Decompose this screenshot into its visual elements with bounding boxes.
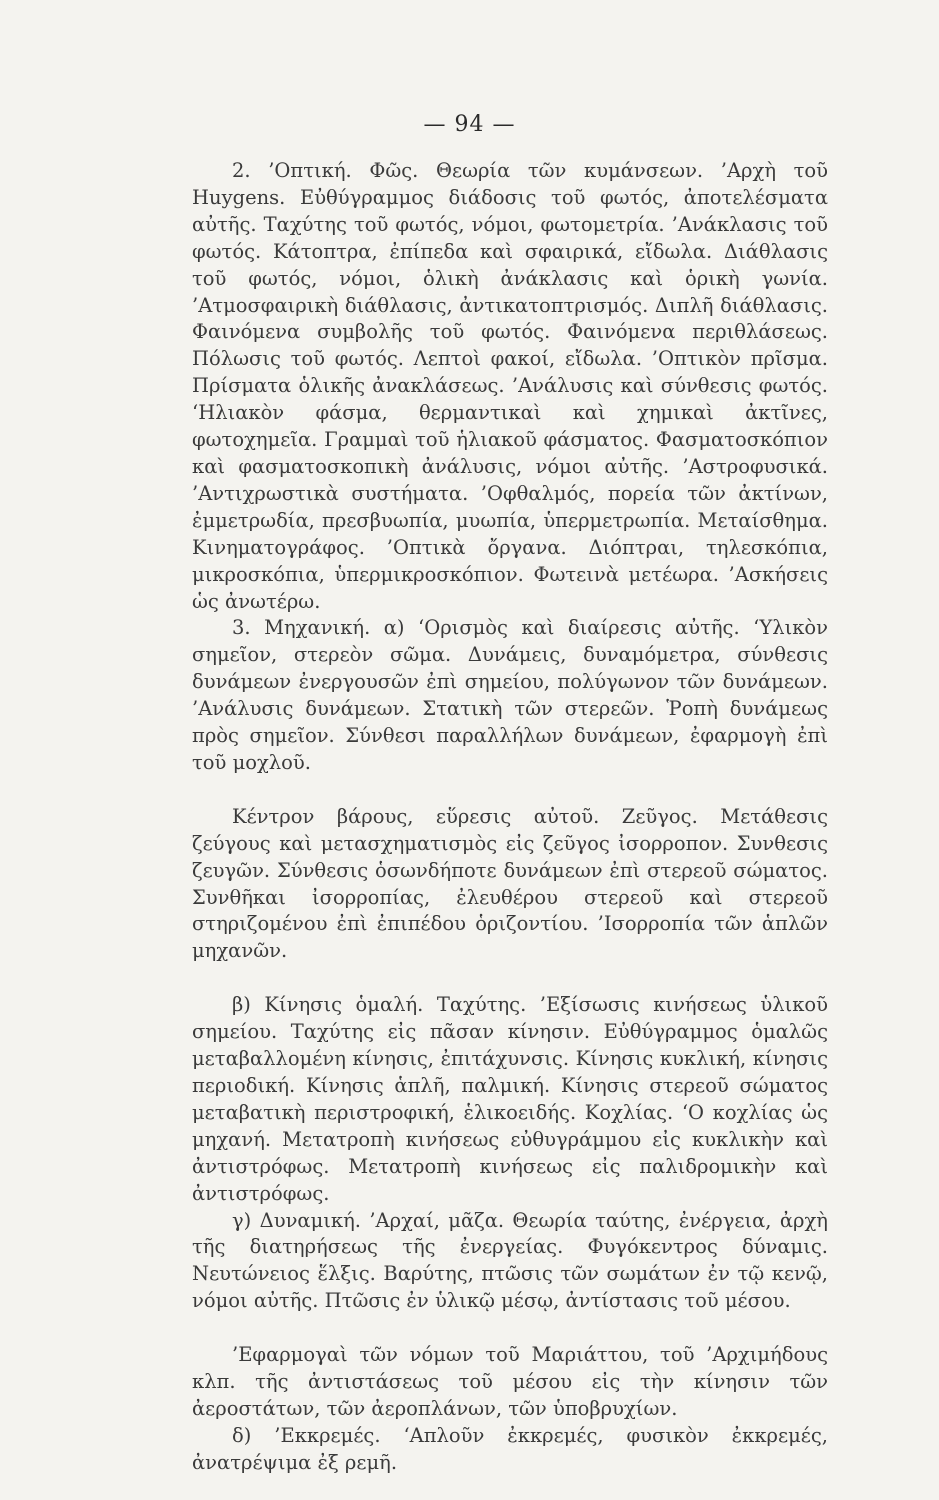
paragraph-dynamics: γ) Δυναμική. ’Αρχαί, μᾶζα. Θεωρία ταύτης, ἐνέργεια, ἀρχὴ τῆς διατηρήσεως τῆς ἐνεργείας. Φυγόκεντρος δύναμις. Νευτώνειος ἕλξις. Βαρύτης, πτῶσις τῶν σωμάτων ἐν τῷ κενῷ, νόμοι αὐτῆς. Πτῶσις ἐν ὑλικῷ μέσῳ, ἀντίστασις τοῦ μέσου. bbox=[192, 1208, 828, 1313]
paragraph-center-of-gravity: Κέντρον βάρους, εὕρεσις αὐτοῦ. Ζεῦγος. Μετάθεσις ζεύγους καὶ μετασχηματισμὸς εἰς ζεῦγος ἰσορροπον. Συνθεσις ζευγῶν. Σύνθεσις ὁσωνδήποτε δυνάμεων ἐπὶ στερεοῦ σώματος. Συνθῆκαι ἰσορροπίας, ἐλευθέρου στερεοῦ καὶ στερεοῦ στηριζομένου ἐπὶ ἐπιπέδου ὁριζοντίου. ’Ισορροπία τῶν ἁπλῶν μηχανῶν. bbox=[192, 804, 828, 963]
paragraph-applications: ’Εφαρμογαὶ τῶν νόμων τοῦ Μαριάττου, τοῦ ’Αρχιμήδους κλπ. τῆς ἀντιστάσεως τοῦ μέσου εἰς τὴν κίνησιν τῶν ἀεροστάτων, τῶν ἀεροπλάνων, τῶν ὑποβρυχίων. bbox=[192, 1343, 828, 1420]
paragraph-uniform-motion: β) Κίνησις ὁμαλή. Ταχύτης. ’Εξίσωσις κινήσεως ὑλικοῦ σημείου. Ταχύτης εἰς πᾶσαν κίνησιν. Εὐθύγραμμος ὁμαλῶς μεταβαλλομένη κίνησις, ἐπιτάχυνσις. Κίνησις κυκλική, κίνησις περιοδική. Κίνησις ἁπλῆ, παλμική. Κίνησις στερεοῦ σώματος μεταβατικὴ περιστροφική, ἑλικοειδής. Κοχλίας. ‘Ο κοχλίας ὡς μηχανή. Μετατροπὴ κινήσεως εὐθυγράμμου εἰς κυκλικὴν καὶ ἀντιστρόφως. Μετατροπὴ κινήσεως εἰς παλιδρομικὴν καὶ ἀντιστρόφως. bbox=[192, 993, 828, 1205]
body-text bbox=[192, 158, 828, 1477]
paragraph-pendulum: δ) ’Εκκρεμές. ‘Απλοῦν ἐκκρεμές, φυσικὸν ἐκκρεμές, ἀνατρέψιμα ἐξ ρεμῆ. bbox=[192, 1423, 828, 1474]
page-number: — 94 — bbox=[423, 112, 516, 137]
paragraph-optics: 2. ’Οπτική. Φῶς. Θεωρία τῶν κυμάνσεων. ’Αρχὴ τοῦ Huygens. Εὐθύγραμμος διάδοσις τοῦ φωτός, ἀποτελέσματα αὐτῆς. Ταχύτης τοῦ φωτός, νόμοι, φωτομετρία. ’Ανάκλασις τοῦ φωτός. Κάτοπτρα, ἐπίπεδα καὶ σφαιρικά, εἴδωλα. Διάθλασις τοῦ φωτός, νόμοι, ὁλικὴ ἀνάκλασις καὶ ὁρικὴ γωνία. ’Ατμοσφαιρικὴ διάθλασις, ἀντικατοπτρισμός. Διπλῆ διάθλασις. Φαινόμενα συμβολῆς τοῦ φωτός. Φαινόμενα περιθλάσεως. Πόλωσις τοῦ φωτός. Λεπτοὶ φακοί, εἴδωλα. ’Οπτικὸν πρῖσμα. Πρίσματα ὁλικῆς ἀνακλάσεως. ’Ανάλυσις καὶ σύνθεσις φωτός. ‘Ηλιακὸν φάσμα, θερμαντικαὶ καὶ χημικαὶ ἀκτῖνες, φωτοχημεῖα. Γραμμαὶ τοῦ ἡλιακοῦ φάσματος. Φασματοσκόπιον καὶ φασματοσκοπικὴ ἀνάλυσις, νόμοι αὐτῆς. ’Αστροφυσικά. ’Αντιχρωστικὰ συστήματα. ’Οφθαλμός, πορεία τῶν ἀκτίνων, ἐμμετρωδία, πρεσβυωπία, μυωπία, ὑπερμετρωπία. Μεταίσθημα. Κινηματογράφος. ’Οπτικὰ ὄργανα. Διόπτραι, τηλεσκόπια, μικροσκόπια, ὑπερμικροσκόπιον. Φωτεινὰ μετέωρα. ’Ασκήσεις ὡς ἀνωτέρω. bbox=[192, 159, 828, 613]
paragraph-mechanics-definitions: 3. Μηχανική. α) ‘Ορισμὸς καὶ διαίρεσις αὐτῆς. ‘Υλικὸν σημεῖον, στερεὸν σῶμα. Δυνάμεις, δυναμόμετρα, σύνθεσις δυνάμεων ἐνεργουσῶν ἐπὶ σημείου, πολύγωνον τῶν δυνάμεων. ’Ανάλυσις δυνάμεων. Στατικὴ τῶν στερεῶν. Ῥοπὴ δυνάμεως πρὸς σημεῖον. Σύνθεσι παραλλήλων δυνάμεων, ἐφαρμογὴ ἐπὶ τοῦ μοχλοῦ. bbox=[192, 616, 828, 774]
